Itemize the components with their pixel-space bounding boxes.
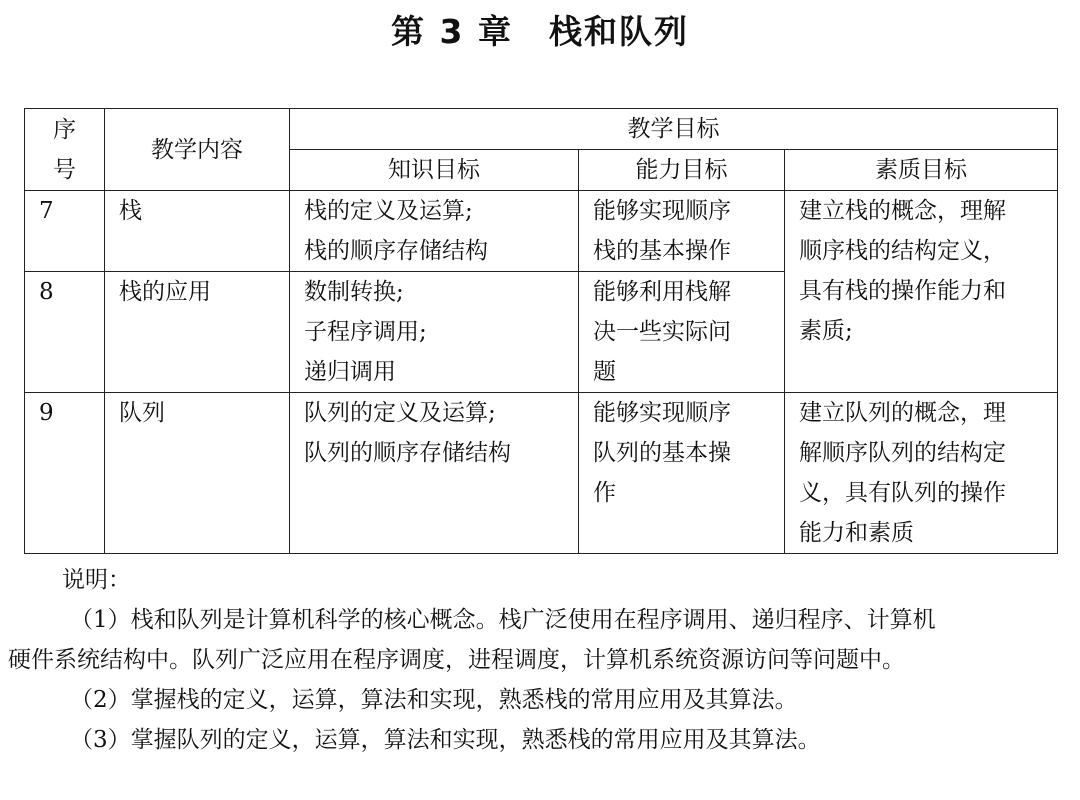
note-1-line-2: 硬件系统结构中。队列广泛应用在程序调度，进程调度，计算机系统资源访问等问题中。 [8,647,905,673]
quality-line: 素质; [799,318,853,344]
knowledge-line: 数制转换; [304,279,404,305]
note-2: （2）掌握栈的定义，运算，算法和实现，熟悉栈的常用应用及其算法。 [70,687,798,713]
row-seq: 9 [25,393,105,554]
notes-section [0,560,1080,760]
row-knowledge [290,272,579,393]
row-ability [579,272,785,393]
ability-line: 能够实现顺序 [593,400,731,426]
notes-label: 说明： [62,567,131,593]
row-content: 栈 [105,191,290,272]
row-content: 队列 [105,393,290,554]
table-row [25,191,1058,272]
row-seq: 8 [25,272,105,393]
header-content: 教学内容 [105,109,290,191]
row-content: 栈的应用 [105,272,290,393]
header-seq-line: 序 [53,116,76,143]
row-knowledge [290,393,579,554]
knowledge-line: 递归调用 [304,359,396,385]
row-knowledge [290,191,579,272]
ability-line: 作 [593,480,616,506]
row-ability [579,191,785,272]
quality-line: 顺序栈的结构定义， [799,238,1006,264]
knowledge-line: 子程序调用; [304,319,427,345]
ability-line: 栈的基本操作 [593,238,731,264]
quality-line: 解顺序队列的结构定 [799,440,1006,466]
quality-line: 义，具有队列的操作 [799,480,1006,506]
knowledge-line: 栈的顺序存储结构 [304,238,488,264]
header-goals: 教学目标 [290,109,1058,150]
chapter-number: 第 3 章 [391,12,513,51]
ability-line: 能够利用栈解 [593,279,731,305]
quality-line: 建立栈的概念，理解 [799,198,1006,224]
ability-line: 队列的基本操 [593,440,731,466]
header-seq [25,109,105,191]
chapter-name: 栈和队列 [548,12,689,51]
quality-stack-cell [785,191,1058,393]
quality-line: 能力和素质 [799,520,914,546]
ability-line: 决一些实际问 [593,319,731,345]
quality-queue-cell [785,393,1058,554]
row-ability [579,393,785,554]
knowledge-line: 队列的顺序存储结构 [304,440,511,466]
teaching-goals-table [24,108,1058,554]
header-knowledge: 知识目标 [290,150,579,191]
header-seq-line: 号 [53,156,76,183]
note-3: （3）掌握队列的定义，运算，算法和实现，熟悉栈的常用应用及其算法。 [70,727,821,753]
header-ability: 能力目标 [579,150,785,191]
ability-line: 能够实现顺序 [593,198,731,224]
ability-line: 题 [593,359,616,385]
quality-line: 建立队列的概念，理 [799,400,1006,426]
header-row [25,109,1058,150]
knowledge-line: 栈的定义及运算; [304,198,473,224]
chapter-title [0,6,1080,53]
note-1-line-1: （1）栈和队列是计算机科学的核心概念。栈广泛使用在程序调用、递归程序、计算机 [70,607,936,633]
header-quality: 素质目标 [785,150,1058,191]
row-seq: 7 [25,191,105,272]
knowledge-line: 队列的定义及运算; [304,400,496,426]
table-row [25,393,1058,554]
quality-line: 具有栈的操作能力和 [799,278,1006,304]
